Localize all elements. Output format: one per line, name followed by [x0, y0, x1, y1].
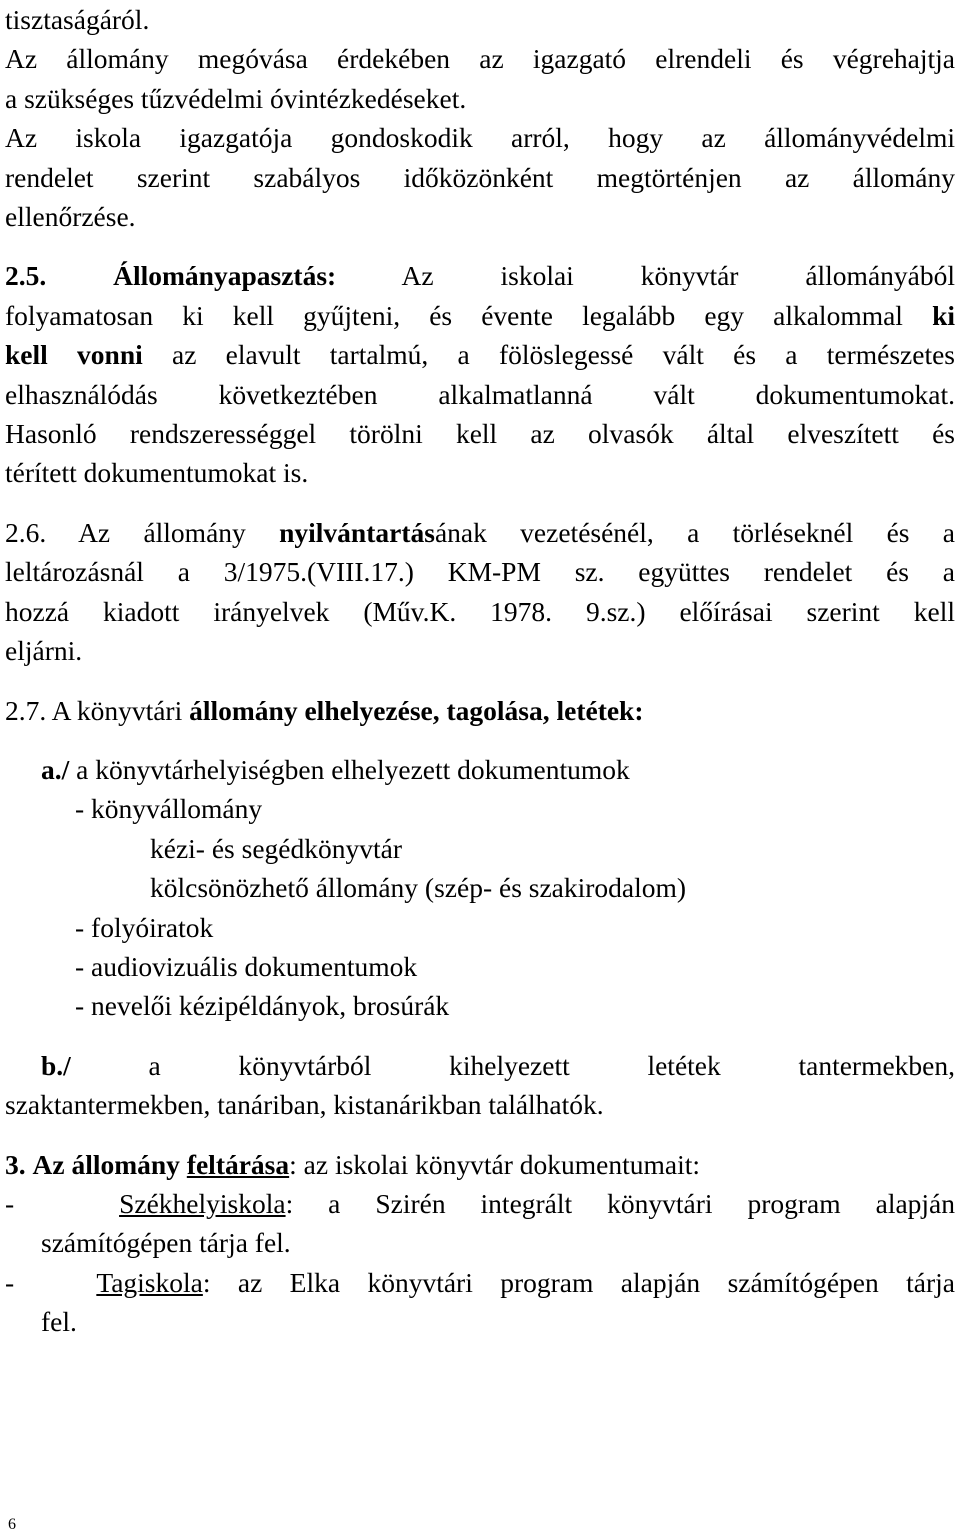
text-line: tisztaságáról. — [5, 4, 150, 35]
text-line: eljárni. — [5, 635, 83, 667]
list-item: kölcsönözhető állomány (szép- és szakirodalom) — [150, 872, 687, 904]
text-line: leltározásnál a 3/1975.(VIII.17.) KM-PM sz. együttes rendelet és a — [5, 556, 955, 588]
text-line: fel. — [41, 1306, 77, 1338]
list-item: - folyóiratok — [75, 911, 214, 943]
text-line: b./ a könyvtárból kihelyezett letétek tantermekben, — [41, 1049, 955, 1081]
section-2-5 — [5, 256, 955, 492]
document-page — [5, 0, 955, 1342]
list-heading: a./ a könyvtárhelyiségben elhelyezett dokumentumok — [41, 753, 630, 785]
list-item: - könyvállomány — [75, 793, 263, 825]
section-number: 2.5. — [5, 260, 47, 292]
text-line: 2.5. Állományapasztás: Az iskolai könyvtár állományából — [5, 260, 955, 292]
list-marker: b./ — [41, 1049, 71, 1081]
text-line: szaktantermekben, tanáriban, kistanárikban találhatók. — [5, 1089, 604, 1121]
text-line: számítógépen tárja fel. — [41, 1227, 291, 1259]
text-line: - Tagiskola: az Elka könyvtári program alapján számítógépen tárja — [5, 1266, 955, 1298]
text-line: rendelet szerint szabályos időközönként megtörténjen az állomány — [5, 161, 955, 193]
list-item: - audiovizuális dokumentumok — [75, 950, 418, 982]
text-line: térített dokumentumokat is. — [5, 457, 309, 489]
section-2-6 — [5, 513, 955, 671]
section-number: 3. — [5, 1148, 26, 1180]
text-line: Hasonló rendszerességgel törölni kell az olvasók által elveszített és — [5, 418, 955, 450]
section-number: 2.6. — [5, 516, 47, 548]
list-marker: a./ — [41, 753, 70, 785]
list-b — [5, 1046, 955, 1125]
section-3 — [5, 1145, 955, 1342]
text-line: folyamatosan ki kell gyűjteni, és évente legalább egy alkalommal ki — [5, 299, 955, 331]
text-line: ellenőrzése. — [5, 201, 136, 233]
text-line: Az iskola igazgatója gondoskodik arról, hogy az állományvédelmi — [5, 122, 955, 154]
text-line: 2.7. A könyvtári állomány elhelyezése, tagolása, letétek: — [5, 694, 644, 726]
text-line: elhasználódás következtében alkalmatlanná vált dokumentumokat. — [5, 378, 955, 410]
text-line: 3. Az állomány feltárása: az iskolai könyvtár dokumentumait: — [5, 1148, 701, 1180]
list-a — [5, 750, 955, 1026]
list-item: - nevelői kézipéldányok, brosúrák — [75, 990, 450, 1022]
section-2-7 — [5, 691, 955, 730]
text-line: 2.6. Az állomány nyilvántartásának vezetésénél, a törléseknél és a — [5, 516, 956, 548]
text-line: hozzá kiadott irányelvek (Műv.K. 1978. 9.sz.) előírásai szerint kell — [5, 595, 955, 627]
text-line: kell vonni az elavult tartalmú, a fölöslegessé vált és a természetes — [5, 339, 955, 371]
page-number: 6 — [8, 1516, 16, 1533]
text-line: Az állomány megóvása érdekében az igazgató elrendeli és végrehajtja — [5, 43, 955, 75]
section-title: Állományapasztás: — [113, 260, 337, 292]
list-item: kézi- és segédkönyvtár — [150, 832, 402, 864]
intro-paragraph — [5, 0, 955, 236]
text-line: - Székhelyiskola: a Szirén integrált könyvtári program alapján — [5, 1187, 956, 1219]
section-number: 2.7. — [5, 694, 47, 726]
text-line: a szükséges tűzvédelmi óvintézkedéseket. — [5, 82, 467, 114]
